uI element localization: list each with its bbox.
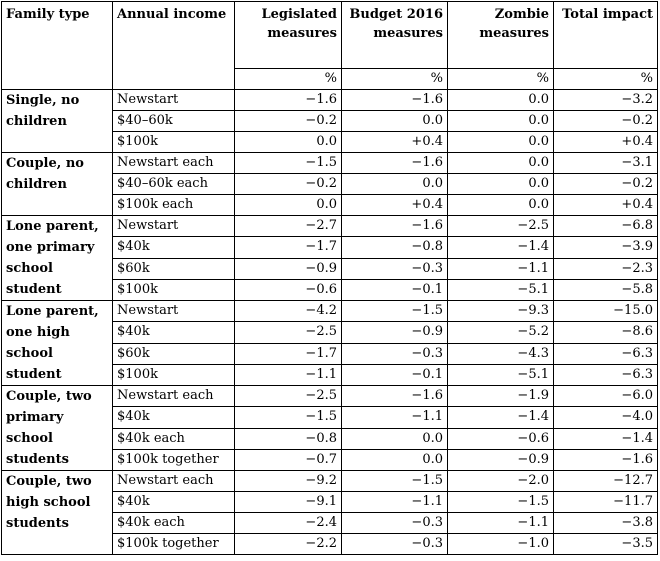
- total-cell: −6.8: [554, 216, 658, 237]
- total-cell: −1.6: [554, 449, 658, 470]
- total-cell: −3.8: [554, 513, 658, 534]
- legislated-cell: −0.2: [235, 111, 342, 132]
- income-cell: $40k each: [113, 513, 235, 534]
- budget-cell: −0.1: [342, 364, 448, 385]
- total-cell: −0.2: [554, 111, 658, 132]
- impact-table: [1, 1, 658, 555]
- legislated-cell: −9.1: [235, 492, 342, 513]
- zombie-cell: −1.9: [448, 386, 554, 407]
- income-cell: $100k each: [113, 195, 235, 216]
- budget-cell: +0.4: [342, 195, 448, 216]
- total-cell: −11.7: [554, 492, 658, 513]
- budget-cell: −0.3: [342, 534, 448, 555]
- zombie-cell: −5.1: [448, 364, 554, 385]
- income-cell: $40k: [113, 237, 235, 258]
- budget-cell: −1.5: [342, 301, 448, 322]
- total-cell: −3.2: [554, 90, 658, 111]
- zombie-cell: −1.4: [448, 237, 554, 258]
- legislated-cell: −0.9: [235, 258, 342, 279]
- budget-cell: 0.0: [342, 111, 448, 132]
- income-cell: Newstart each: [113, 471, 235, 492]
- table-body: [2, 90, 658, 555]
- total-cell: −8.6: [554, 322, 658, 343]
- family-type-cell: Couple, two high school students: [2, 471, 113, 555]
- header-legislated: Legislated measures: [235, 2, 342, 69]
- budget-cell: −0.8: [342, 237, 448, 258]
- income-cell: $60k: [113, 343, 235, 364]
- zombie-cell: −2.0: [448, 471, 554, 492]
- zombie-cell: −4.3: [448, 343, 554, 364]
- legislated-cell: −2.5: [235, 386, 342, 407]
- table-row: [2, 153, 658, 174]
- total-cell: −3.5: [554, 534, 658, 555]
- table-row: [2, 301, 658, 322]
- header-zombie: Zombie measures: [448, 2, 554, 69]
- income-cell: $100k: [113, 279, 235, 300]
- table-row: [2, 471, 658, 492]
- legislated-cell: −2.2: [235, 534, 342, 555]
- budget-cell: −1.5: [342, 471, 448, 492]
- total-cell: −4.0: [554, 407, 658, 428]
- legislated-cell: −2.5: [235, 322, 342, 343]
- income-cell: Newstart: [113, 216, 235, 237]
- zombie-cell: −1.0: [448, 534, 554, 555]
- total-cell: +0.4: [554, 132, 658, 153]
- budget-cell: +0.4: [342, 132, 448, 153]
- zombie-cell: −1.5: [448, 492, 554, 513]
- income-cell: $100k together: [113, 534, 235, 555]
- budget-cell: −1.1: [342, 407, 448, 428]
- income-cell: $100k together: [113, 449, 235, 470]
- header-row: [2, 2, 658, 69]
- legislated-cell: −1.7: [235, 343, 342, 364]
- zombie-cell: −0.6: [448, 428, 554, 449]
- zombie-cell: −5.2: [448, 322, 554, 343]
- zombie-cell: −1.1: [448, 513, 554, 534]
- legislated-cell: −1.1: [235, 364, 342, 385]
- zombie-cell: 0.0: [448, 174, 554, 195]
- table-row: [2, 216, 658, 237]
- total-cell: −6.0: [554, 386, 658, 407]
- income-cell: $40k each: [113, 428, 235, 449]
- budget-cell: −0.3: [342, 343, 448, 364]
- total-cell: −3.9: [554, 237, 658, 258]
- income-cell: $40k: [113, 407, 235, 428]
- legislated-cell: −0.6: [235, 279, 342, 300]
- budget-cell: 0.0: [342, 174, 448, 195]
- legislated-cell: −1.7: [235, 237, 342, 258]
- unit-row: [2, 69, 658, 90]
- unit-zombie: %: [448, 69, 554, 90]
- budget-cell: 0.0: [342, 428, 448, 449]
- legislated-cell: −1.5: [235, 407, 342, 428]
- total-cell: −2.3: [554, 258, 658, 279]
- zombie-cell: 0.0: [448, 132, 554, 153]
- unit-blank-income: [113, 69, 235, 90]
- legislated-cell: −9.2: [235, 471, 342, 492]
- budget-cell: −1.6: [342, 386, 448, 407]
- zombie-cell: −1.4: [448, 407, 554, 428]
- family-type-cell: Lone parent, one high school student: [2, 301, 113, 386]
- zombie-cell: −9.3: [448, 301, 554, 322]
- unit-blank-family: [2, 69, 113, 90]
- income-cell: $100k: [113, 364, 235, 385]
- income-cell: $40–60k each: [113, 174, 235, 195]
- unit-total: %: [554, 69, 658, 90]
- income-cell: Newstart: [113, 90, 235, 111]
- family-type-cell: Single, no children: [2, 90, 113, 153]
- header-budget: Budget 2016 measures: [342, 2, 448, 69]
- income-cell: $60k: [113, 258, 235, 279]
- table-row: [2, 386, 658, 407]
- header-annual-income: Annual income: [113, 2, 235, 69]
- family-type-cell: Lone parent, one primary school student: [2, 216, 113, 301]
- budget-cell: −0.9: [342, 322, 448, 343]
- total-cell: −1.4: [554, 428, 658, 449]
- zombie-cell: −0.9: [448, 449, 554, 470]
- budget-cell: −0.1: [342, 279, 448, 300]
- zombie-cell: −5.1: [448, 279, 554, 300]
- income-cell: $40–60k: [113, 111, 235, 132]
- budget-cell: −1.6: [342, 90, 448, 111]
- income-cell: Newstart each: [113, 153, 235, 174]
- legislated-cell: 0.0: [235, 132, 342, 153]
- total-cell: −6.3: [554, 364, 658, 385]
- income-cell: $40k: [113, 492, 235, 513]
- legislated-cell: −1.5: [235, 153, 342, 174]
- table-row: [2, 90, 658, 111]
- zombie-cell: −2.5: [448, 216, 554, 237]
- zombie-cell: 0.0: [448, 90, 554, 111]
- legislated-cell: 0.0: [235, 195, 342, 216]
- header-family-type: Family type: [2, 2, 113, 69]
- zombie-cell: −1.1: [448, 258, 554, 279]
- budget-cell: −1.6: [342, 153, 448, 174]
- zombie-cell: 0.0: [448, 111, 554, 132]
- budget-cell: −1.1: [342, 492, 448, 513]
- legislated-cell: −1.6: [235, 90, 342, 111]
- budget-cell: −0.3: [342, 513, 448, 534]
- legislated-cell: −0.2: [235, 174, 342, 195]
- legislated-cell: −2.4: [235, 513, 342, 534]
- total-cell: −6.3: [554, 343, 658, 364]
- zombie-cell: 0.0: [448, 153, 554, 174]
- income-cell: Newstart each: [113, 386, 235, 407]
- total-cell: −3.1: [554, 153, 658, 174]
- total-cell: −0.2: [554, 174, 658, 195]
- header-total: Total impact: [554, 2, 658, 69]
- total-cell: −15.0: [554, 301, 658, 322]
- budget-cell: −1.6: [342, 216, 448, 237]
- zombie-cell: 0.0: [448, 195, 554, 216]
- legislated-cell: −4.2: [235, 301, 342, 322]
- total-cell: −5.8: [554, 279, 658, 300]
- family-type-cell: Couple, two primary school students: [2, 386, 113, 471]
- unit-legislated: %: [235, 69, 342, 90]
- legislated-cell: −2.7: [235, 216, 342, 237]
- budget-cell: −0.3: [342, 258, 448, 279]
- legislated-cell: −0.7: [235, 449, 342, 470]
- total-cell: +0.4: [554, 195, 658, 216]
- legislated-cell: −0.8: [235, 428, 342, 449]
- income-cell: $100k: [113, 132, 235, 153]
- family-type-cell: Couple, no children: [2, 153, 113, 216]
- total-cell: −12.7: [554, 471, 658, 492]
- budget-cell: 0.0: [342, 449, 448, 470]
- unit-budget: %: [342, 69, 448, 90]
- income-cell: $40k: [113, 322, 235, 343]
- income-cell: Newstart: [113, 301, 235, 322]
